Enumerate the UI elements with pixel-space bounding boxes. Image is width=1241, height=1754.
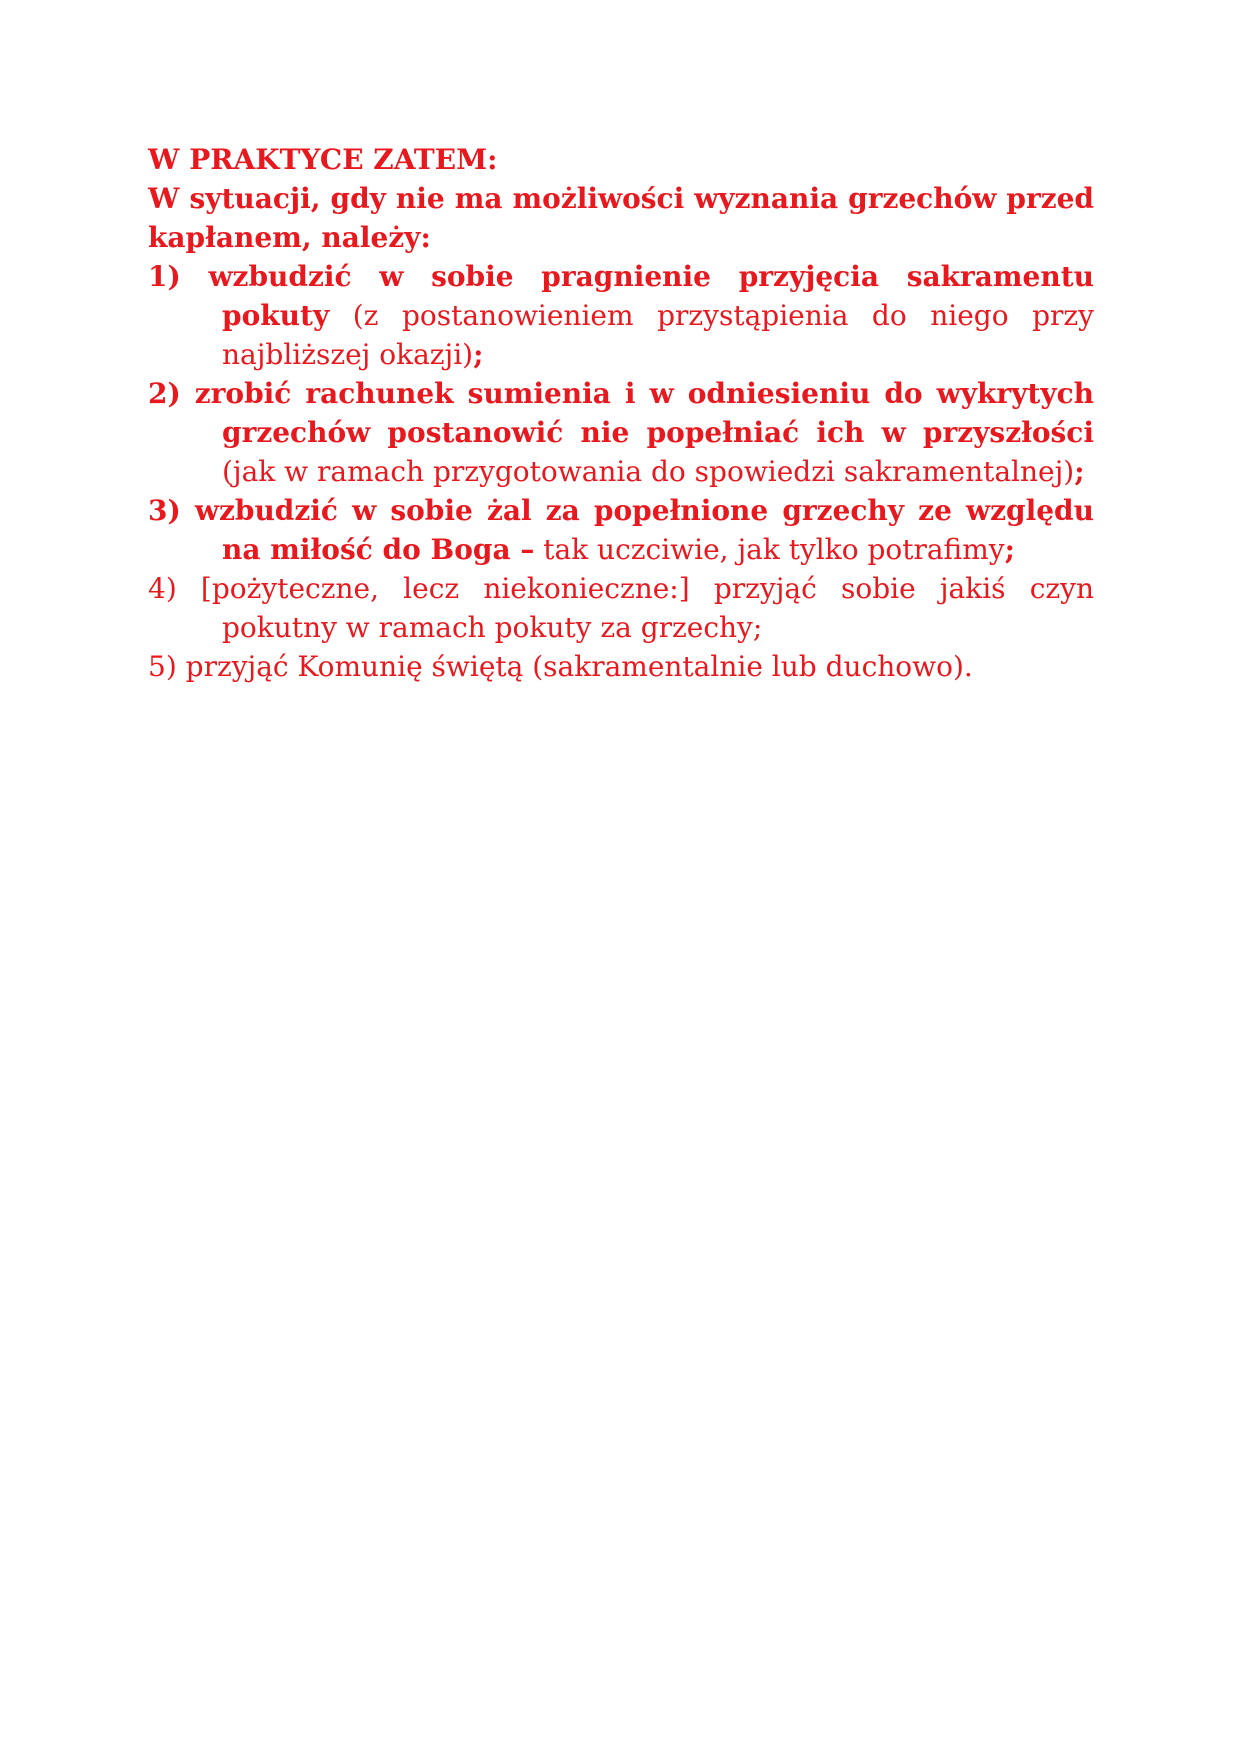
instruction-list	[148, 257, 1094, 686]
list-item	[148, 569, 1094, 647]
intro-paragraph: W sytuacji, gdy nie ma możliwości wyznania grzechów przed kapłanem, należy:	[148, 182, 1094, 254]
item-normal-text: tak uczciwie, jak tylko potrafimy	[534, 533, 1005, 566]
item-normal-text: (z postanowieniem przystąpienia do niego przy najbliższej okazji)	[222, 299, 1094, 371]
item-normal-text: 4) [pożyteczne, lecz niekonieczne:] przyjąć sobie jakiś czyn pokutny w ramach pokuty za grzechy;	[148, 572, 1094, 644]
document-page	[148, 140, 1094, 686]
item-normal-text: (jak w ramach przygotowania do spowiedzi sakramentalnej)	[222, 455, 1075, 488]
list-item	[148, 647, 1094, 686]
item-tail: ;	[1004, 533, 1015, 566]
list-item	[148, 257, 1094, 374]
item-bold-text: 2) zrobić rachunek sumienia i w odniesieniu do wykrytych grzechów postanowić nie popełniać ich w przyszłości	[148, 377, 1094, 449]
item-bold-text: 3) wzbudzić w sobie żal za popełnione grzechy ze względu na miłość do Boga –	[148, 494, 1094, 566]
list-item	[148, 491, 1094, 569]
document-heading: W PRAKTYCE ZATEM:	[148, 143, 498, 176]
list-item	[148, 374, 1094, 491]
item-normal-text: 5) przyjąć Komunię świętą (sakramentalnie lub duchowo).	[148, 650, 973, 683]
item-tail: ;	[473, 338, 484, 371]
item-tail: ;	[1074, 455, 1085, 488]
item-bold-text: 1) wzbudzić w sobie pragnienie przyjęcia sakramentu pokuty	[148, 260, 1094, 332]
